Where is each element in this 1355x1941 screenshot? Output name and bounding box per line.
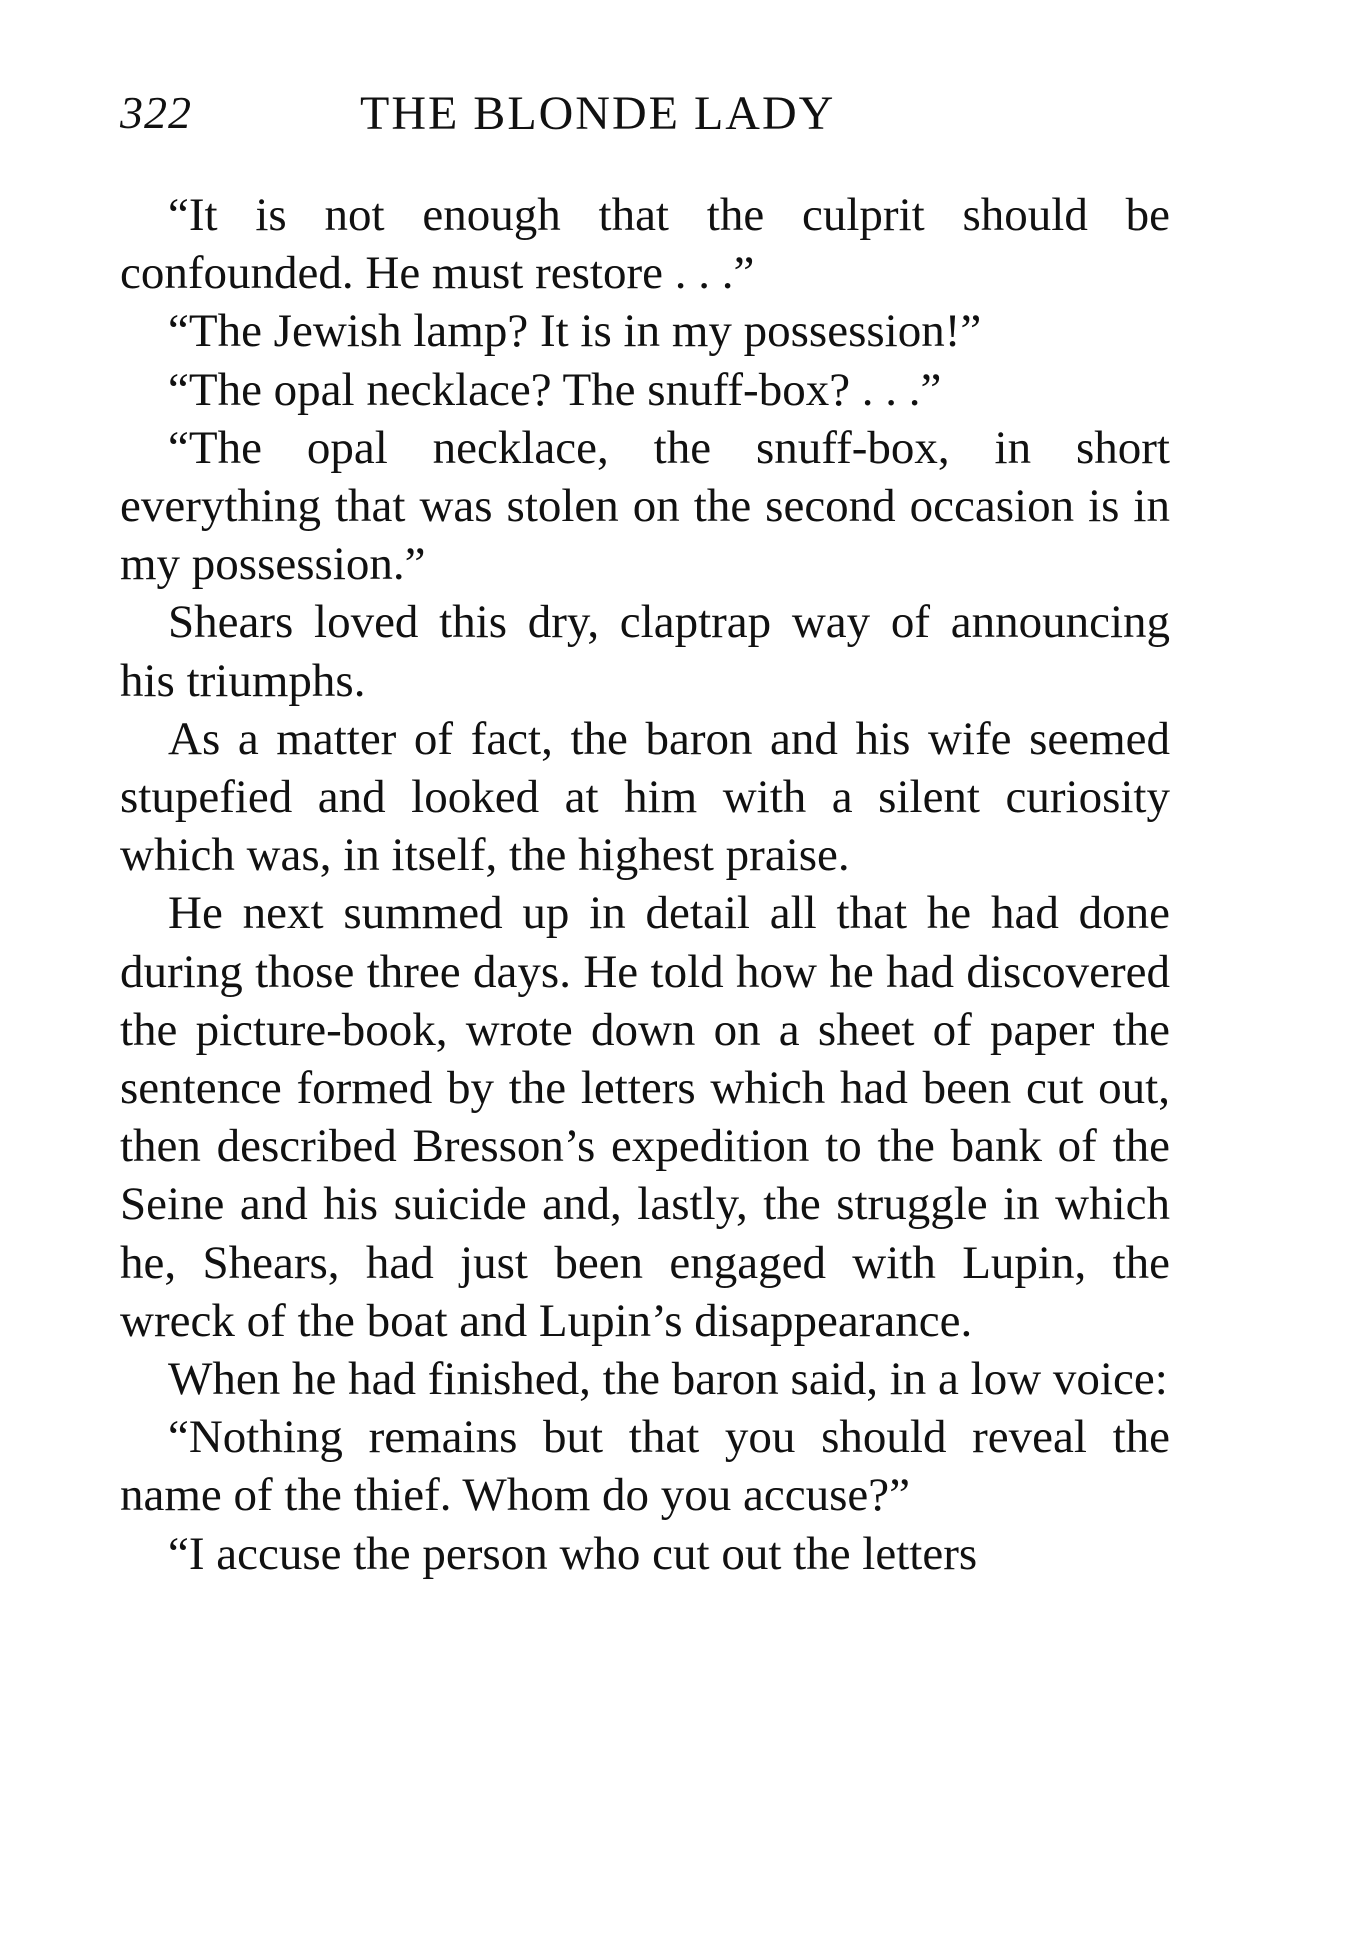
page-number: 322 xyxy=(120,87,192,138)
paragraph: When he had finished, the baron said, in a low voice: xyxy=(168,1353,1168,1406)
paragraph: “It is not enough that the culprit should be confounded. He must restore . . .” xyxy=(120,189,1170,300)
paragraph: “Nothing remains but that you should reveal the name of the thief. Whom do you accuse?” xyxy=(120,1411,1170,1522)
paragraph: “The opal necklace? The snuff-box? . . .” xyxy=(168,363,942,416)
body-text xyxy=(120,186,1170,1583)
paragraph: As a matter of fact, the baron and his wife seemed stupefied and looked at him with a silent curiosity which was, in itself, the highest praise. xyxy=(120,712,1170,882)
paragraph: “The Jewish lamp? It is in my possession!” xyxy=(168,305,982,358)
paragraph: “The opal necklace, the snuff-box, in short everything that was stolen on the second occasion is in my possession.” xyxy=(120,421,1170,591)
running-head xyxy=(120,86,1170,146)
running-title: THE BLONDE LADY xyxy=(360,87,836,140)
paragraph: Shears loved this dry, claptrap way of announcing his triumphs. xyxy=(120,596,1170,707)
paragraph: He next summed up in detail all that he had done during those three days. He told how he had discovered the picture-book, wrote down on a sheet of paper the sentence formed by the letters which had been cut out, then described Bresson’s expedition to the bank of the Seine and his suicide and, lastly, the struggle in which he, Shears, had just been engaged with Lupin, the wreck of the boat and Lupin’s disappearance. xyxy=(120,887,1170,1347)
paragraph: “I accuse the person who cut out the letters xyxy=(168,1527,978,1580)
